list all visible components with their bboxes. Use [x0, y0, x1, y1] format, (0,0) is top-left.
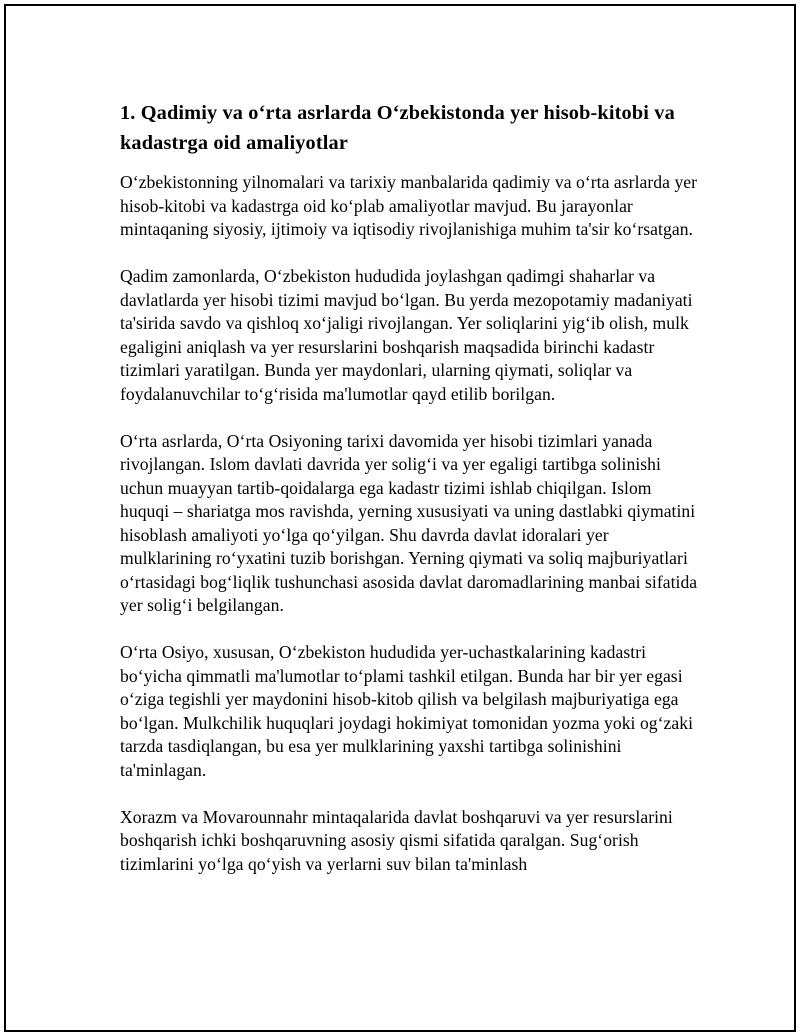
- paragraph-5: Xorazm va Movarounnahr mintaqalarida davlat boshqaruvi va yer resurslarini boshqarish ichki boshqaruvning asosiy qismi sifatida qaralgan. Sug‘orish tizimlarini yo‘lga qo‘yish va yerlarni suv bilan ta'minlash: [120, 806, 673, 874]
- paragraph-4: O‘rta Osiyo, xususan, O‘zbekiston hududida yer-uchastkalarining kadastri bo‘yicha qimmatli ma'lumotlar to‘plami tashkil etilgan. Bunda har bir yer egasi o‘ziga tegishli yer maydonini hisob-kitob qilish va belgilash majburiyatiga ega bo‘lgan. Mulkchilik huquqlari joydagi hokimiyat tomonidan yozma yoki og‘zaki tarzda tasdiqlangan, bu esa yer mulklarining yaxshi tartibga solinishini ta'minlagan.: [120, 642, 694, 780]
- document-body: [120, 98, 700, 876]
- paragraph-3: O‘rta asrlarda, O‘rta Osiyoning tarixi davomida yer hisobi tizimlari yanada rivojlangan. Islom davlati davrida yer solig‘i va yer egaligi tartibga solinishi uchun muayyan tartib-qoidalarga ega kadastr tizimi ishlab chiqilgan. Islom huquqi – shariatga mos ravishda, yerning xususiyati va uning dastlabki qiymatini hisoblash amaliyoti yo‘lga qo‘yilgan. Shu davrda davlat idoralari yer mulklarining ro‘yxatini tuzib borishgan. Yerning qiymati va soliq majburiyatlari o‘rtasidagi bog‘liqlik tushunchasi asosida davlat daromadlarining manbai sifatida yer solig‘i belgilangan.: [120, 430, 698, 615]
- page-frame: [4, 4, 796, 1032]
- paragraph-1: O‘zbekistonning yilnomalari va tarixiy manbalarida qadimiy va o‘rta asrlarda yer hisob-kitobi va kadastrga oid ko‘plab amaliyotlar mavjud. Bu jarayonlar mintaqaning siyosiy, ijtimoiy va iqtisodiy rivojlanishiga muhim ta'sir ko‘rsatgan.: [120, 172, 698, 239]
- paragraph-2: Qadim zamonlarda, O‘zbekiston hududida joylashgan qadimgi shaharlar va davlatlarda yer hisobi tizimi mavjud bo‘lgan. Bu yerda mezopotamiy madaniyati ta'sirida savdo va qishloq xo‘jaligi rivojlangan. Yer soliqlarini yig‘ib olish, mulk egaligini aniqlash va yer resurslarini boshqarish maqsadida birinchi kadastr tizimlari yaratilgan. Bunda yer maydonlari, ularning qiymati, soliqlar va foydalanuvchilar to‘g‘risida ma'lumotlar qayd etilib borilgan.: [120, 266, 693, 404]
- section-heading: 1. Qadimiy va o‘rta asrlarda O‘zbekistonda yer hisob-kitobi va kadastrga oid amaliyotlar: [120, 102, 675, 154]
